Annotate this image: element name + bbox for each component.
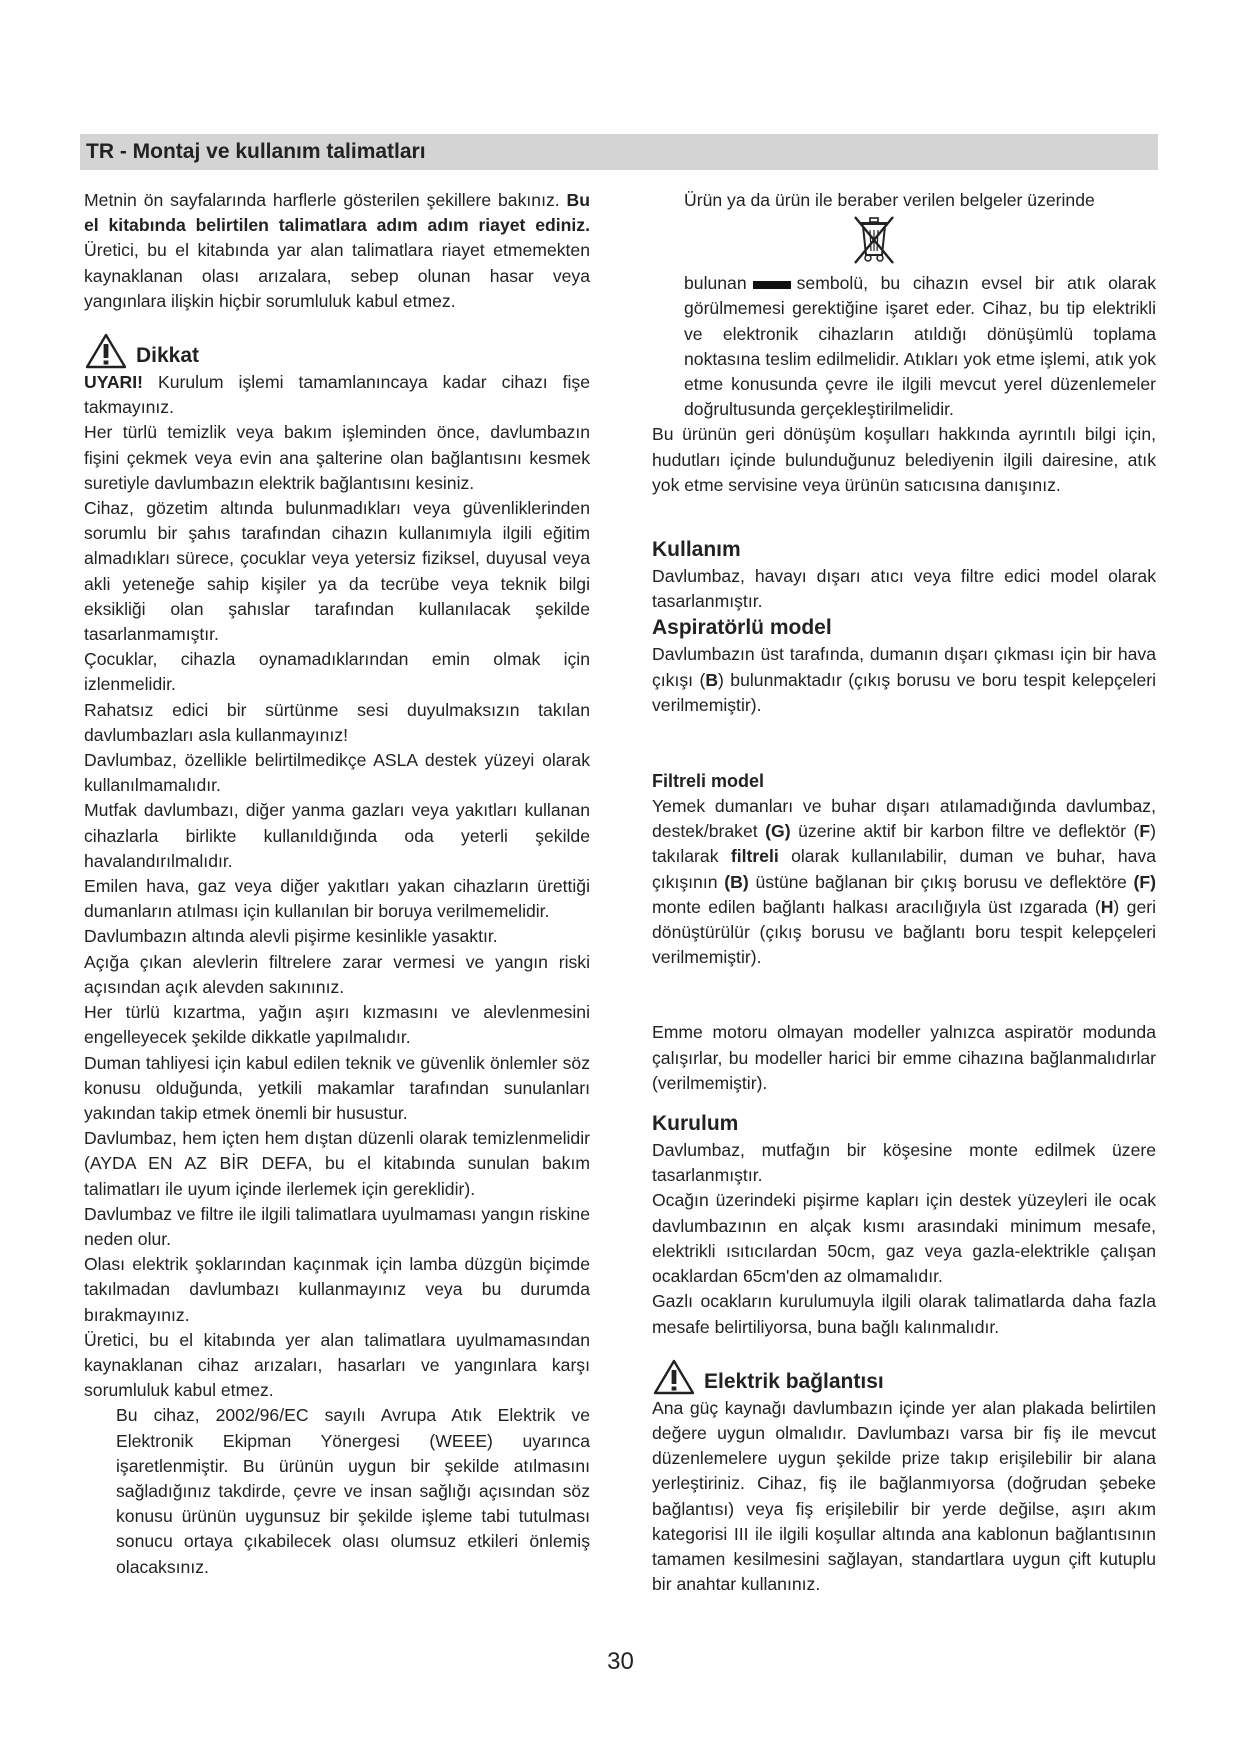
safety-paragraph: Davlumbazın altında alevli pişirme kesinlikle yasaktır.: [84, 926, 498, 947]
safety-paragraph: Rahatsız edici bir sürtünme sesi duyulmaksızın takılan davlumbazları asla kullanmayınız!: [84, 699, 590, 745]
safety-paragraph: Üretici, bu el kitabında yer alan talimatlara uyulmamasından kaynaklanan cihaz arızaları, hasarları ve yangınlara karşı sorumluluk kabul etmez.: [84, 1329, 590, 1401]
safety-paragraph: Açığa çıkan alevlerin filtrelere zarar vermesi ve yangın riski açısından açık alevden sakınınız.: [84, 951, 590, 997]
kullanim-title: Kullanım: [652, 538, 741, 562]
bar-symbol-icon: [753, 281, 791, 289]
weee-symbol-row: [652, 213, 1156, 271]
elektrik-heading: [652, 1354, 1156, 1396]
dikkat-title: Dikkat: [136, 344, 200, 368]
kurulum-paragraph: Davlumbaz, mutfağın bir köşesine monte edilmek üzere tasarlanmıştır.: [652, 1140, 1156, 1186]
elektrik-title: Elektrik bağlantısı: [704, 1369, 884, 1393]
kurulum-paragraph: Gazlı ocakların kurulumuyla ilgili olarak talimatlarda daha fazla mesafe belirtiliyorsa, buna bağlı kalınmalıdır.: [652, 1291, 1156, 1337]
elektrik-paragraph: Ana güç kaynağı davlumbazın içinde yer alan plakada belirtilen değere uygun olmalıdır. Davlumbazı varsa bir fiş ile mevcut düzenlemelere uygun şekilde prize takıp erişilebilir bir alana yerleştiriniz. Cihaz, fiş ile bağlanmıyorsa (doğrudan şebeke bağlantısı) veya fiş erişilebilir bir yerde değilse, aşırı akım kategorisi III ile ilgili koşullar altında ana kablonun bağlantısının tamamen kesilmesini sağlayan, standartlara uygun çift kutuplu bir anahtar kullanınız.: [652, 1397, 1156, 1595]
uyari-paragraph: UYARI! Kurulum işlemi tamamlanıncaya kadar cihazı fişe takmayınız.: [84, 372, 591, 418]
section-header: TR - Montaj ve kullanım talimatları: [80, 134, 1158, 170]
left-column: [84, 188, 590, 1580]
aspiratorlu-paragraph: Davlumbazın üst tarafında, dumanın dışarı çıkması için bir hava çıkışı (B) bulunmaktadır (çıkış borusu ve boru tespit kelepçeleri verilmemiştir).: [652, 644, 1156, 715]
kurulum-title: Kurulum: [652, 1112, 739, 1136]
emme-paragraph: Emme motoru olmayan modeller yalnızca aspiratör modunda çalışırlar, bu modeller harici bir emme cihazına bağlanmalıdırlar (verilmemiştir).: [652, 1022, 1156, 1093]
weee-paragraph: Bu cihaz, 2002/96/EC sayılı Avrupa Atık Elektrik ve Elektronik Ekipman Yönergesi (WEEE) uyarınca işaretlenmiştir. Bu ürünün uygun bir şekilde atılmasını sağladığınız takdirde, çevre ve insan sağlığı açısından söz konusu ürünün uygunsuz bir şekilde işleme tabi tutulması sonucu ortaya çıkabilecek olası olumsuz etkileri önlemiş olacaksınız.: [116, 1405, 590, 1577]
safety-paragraph: Çocuklar, cihazla oynamadıklarından emin olmak için izlenmelidir.: [84, 649, 590, 695]
recycling-paragraph: Bu ürünün geri dönüşüm koşulları hakkında ayrıntılı bilgi için, hudutları içinde bulunduğunuz belediyenin ilgili dairesine, atık yok etme servisine veya ürünün satıcısına danışınız.: [652, 424, 1156, 495]
safety-paragraph: Her türlü temizlik veya bakım işleminden önce, davlumbazın fişini çekmek veya evin ana şalterine olan bağlantısını kesmek suretiyle davlumbazın elektrik bağlantısını kesiniz.: [84, 422, 590, 493]
filtreli-paragraph: Yemek dumanları ve buhar dışarı atılamadığında davlumbaz, destek/braket (G) üzerine aktif bir karbon filtre ve deflektör (F) takılarak filtreli olarak kullanılabilir, duman ve buhar, hava çıkışının (B) üstüne bağlanan bir çıkış borusu ve deflektöre (F) monte edilen bağlantı halkası aracılığıyla üst ızgarada (H) geri dönüştürülür (çıkış borusu ve bağlantı boru tespit kelepçeleri verilmemiştir).: [652, 796, 1156, 968]
safety-paragraph: Davlumbaz ve filtre ile ilgili talimatlara uyulmaması yangın riskine neden olur.: [84, 1203, 590, 1249]
safety-paragraph: Davlumbaz, özellikle belirtilmedikçe ASLA destek yüzeyi olarak kullanılmamalıdır.: [84, 750, 590, 796]
intro-paragraph: Metnin ön sayfalarında harflerle gösterilen şekillere bakınız. Bu el kitabında belirtilen talimatlara adım adım riayet ediniz. Üretici, bu el kitabında yar alan talimatlara riayet etmemekten kaynaklanan olası arızalara, sebep olunan hasar veya yangınlara ilişkin hiçbir sorumluluk kabul etmez.: [84, 190, 590, 311]
right-column: [652, 188, 1156, 1597]
weee-text: bulunan sembolü, bu cihazın evsel bir atık olarak görülmemesi gerektiğine işaret eder. Cihaz, bu tip elektrikli ve elektronik cihazların atıldığı dönüşümlü toplama noktasına teslim edilmelidir. Atıkları yok etme işlemi, atık yok etme konusunda çevre ile ilgili mevcut yerel düzenlemeler doğrultusunda gerçekleştirilmelidir.: [684, 273, 1156, 420]
weee-intro: Ürün ya da ürün ile beraber verilen belgeler üzerinde: [684, 190, 1095, 210]
warning-icon: [652, 1358, 696, 1396]
warning-icon: [84, 332, 128, 370]
safety-paragraph: Emilen hava, gaz veya diğer yakıtları yakan cihazların ürettiği dumanların atılması için kullanılan bir boruya verilmemelidir.: [84, 876, 590, 922]
aspiratorlu-title: Aspiratörlü model: [652, 616, 832, 640]
filtreli-title: Filtreli model: [652, 771, 765, 792]
page-number: 30: [607, 1648, 634, 1675]
safety-paragraph: Mutfak davlumbazı, diğer yanma gazları veya yakıtları kullanan cihazlarla birlikte kullanıldığında oda yeterli şekilde havalandırılmalıdır.: [84, 800, 590, 871]
intro-bold: Bu el kitabında belirtilen talimatlara adım adım riayet ediniz.: [84, 190, 590, 236]
safety-paragraph: Davlumbaz, hem içten hem dıştan düzenli olarak temizlenmelidir (AYDA EN AZ BİR DEFA, bu el kitabında sunulan bakım talimatları ile uyum içinde ilerlemek için gereklidir).: [84, 1128, 590, 1199]
safety-paragraph: Olası elektrik şoklarından kaçınmak için lamba düzgün biçimde takılmadan davlumbazı kullanmayınız veya bu durumda bırakmayınız.: [84, 1254, 590, 1325]
kurulum-paragraph: Ocağın üzerindeki pişirme kapları için destek yüzeyleri ile ocak davlumbazının en alçak kısmı arasındaki minimum mesafe, elektrikli ısıtıcılardan 50cm, gaz veya gazla-elektrikle çalışan ocaklardan 65cm'den az olmamalıdır.: [652, 1190, 1156, 1287]
safety-paragraph: Cihaz, gözetim altında bulunmadıkları veya güvenliklerinden sorumlu bir şahıs tarafından cihazın kullanımıyla ilgili eğitim almadıkları sürece, çocuklar veya yetersiz fiziksel, duyusal veya akli yeteneğe sahip kişiler ya da tecrübe veya teknik bilgi eksikliği olan şahıslar tarafından kullanılacak şekilde tasarlanmamıştır.: [84, 498, 590, 645]
crossed-bin-icon: [849, 213, 899, 267]
safety-paragraph: Duman tahliyesi için kabul edilen teknik ve güvenlik önlemler söz konusu olduğunda, yetkili makamlar tarafından sunulanları yakından takip etmek önemli bir husustur.: [84, 1052, 590, 1123]
kullanim-paragraph: Davlumbaz, havayı dışarı atıcı veya filtre edici model olarak tasarlanmıştır.: [652, 566, 1156, 612]
safety-paragraph: Her türlü kızartma, yağın aşırı kızmasını ve alevlenmesini engelleyecek şekilde dikkatle yapılmalıdır.: [84, 1002, 590, 1048]
dikkat-heading: [84, 328, 590, 370]
